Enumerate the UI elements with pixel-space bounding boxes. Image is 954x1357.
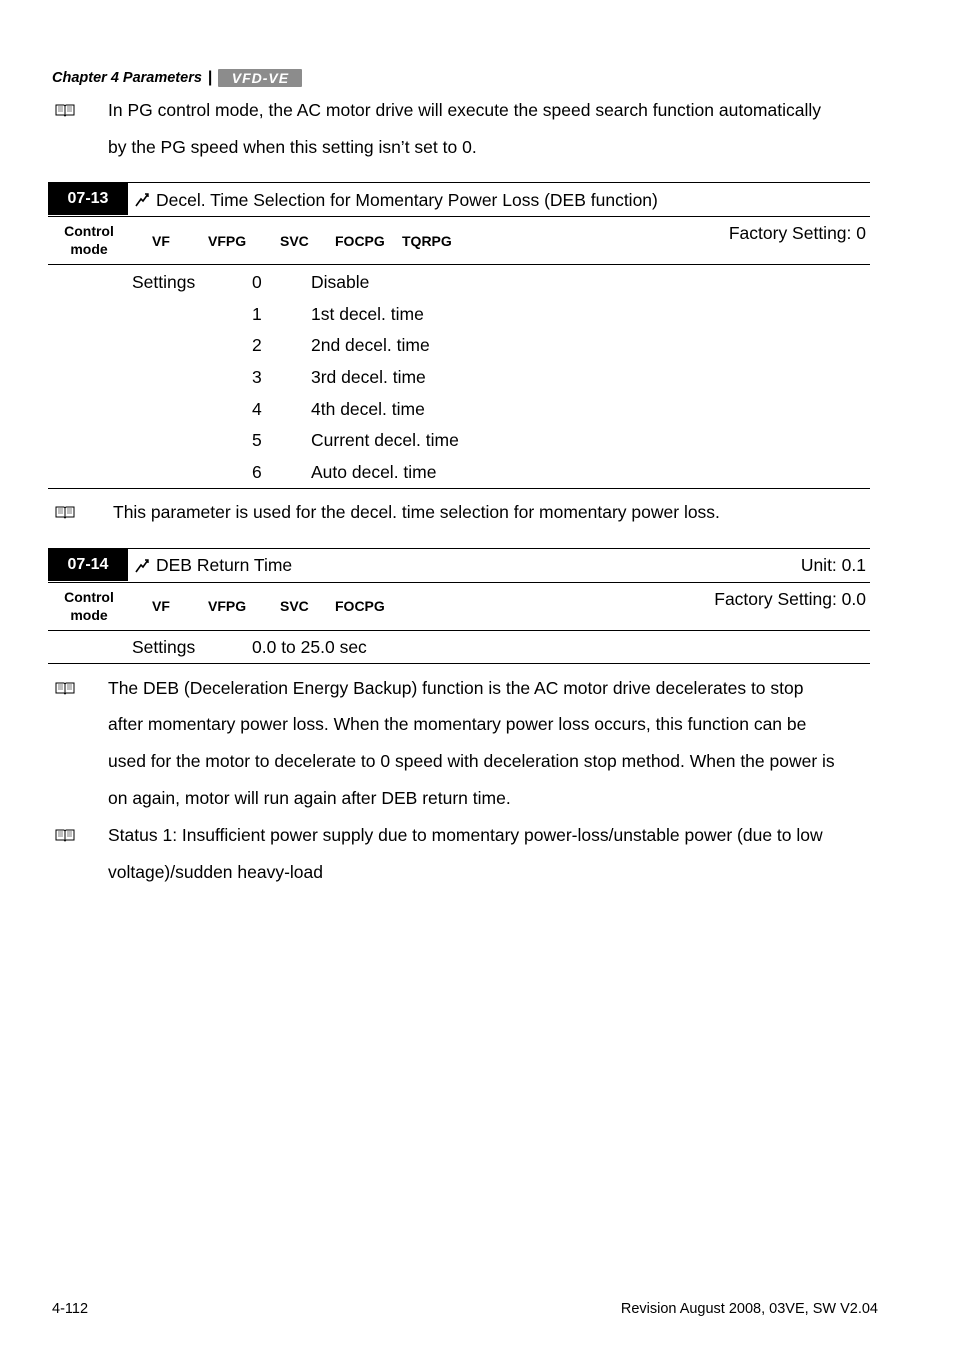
divider (48, 488, 870, 489)
book-icon (55, 828, 75, 842)
setting-value: 4 (252, 399, 262, 419)
vfd-ve-logo (218, 69, 302, 87)
setting-desc: 2nd decel. time (311, 335, 430, 355)
control-mode-label (54, 588, 124, 624)
control-mode-label (54, 222, 124, 258)
divider (48, 548, 870, 549)
lightning-icon (134, 558, 150, 574)
param-number-text: 07-14 (67, 556, 109, 573)
setting-desc: 4th decel. time (311, 399, 425, 419)
mode-vf: VF (152, 233, 170, 249)
param-unit-07-14: Unit: 0.1 (800, 555, 866, 575)
status-note-line-2: voltage)/sudden heavy-load (108, 862, 324, 882)
param-number-text: 07-13 (67, 190, 109, 207)
mode-focpg: FOCPG (335, 598, 385, 614)
param-title-07-14: DEB Return Time (156, 555, 293, 575)
setting-value: 3 (252, 367, 262, 387)
setting-value: 6 (252, 462, 262, 482)
logo-text: VFD-VE (231, 70, 290, 86)
settings-range: 0.0 to 25.0 sec (252, 637, 367, 657)
control-label-line-2: mode (70, 607, 108, 623)
mode-vfpg: VFPG (208, 598, 247, 614)
deb-note-line-1: The DEB (Deceleration Energy Backup) function is the AC motor drive decelerates to stop (108, 678, 804, 698)
param-number-07-14 (48, 549, 128, 581)
control-label-line-2: mode (70, 241, 108, 257)
divider (48, 182, 870, 183)
mode-focpg: FOCPG (335, 233, 385, 249)
book-icon (55, 103, 75, 117)
deb-note-line-4: on again, motor will run again after DEB return time. (108, 788, 511, 808)
control-label-line-1: Control (64, 589, 114, 605)
setting-desc: Disable (311, 272, 370, 292)
divider (48, 630, 870, 631)
settings-label: Settings (132, 272, 196, 292)
settings-label: Settings (132, 637, 196, 657)
param-note-07-13: This parameter is used for the decel. time selection for momentary power loss. (113, 502, 720, 522)
header-separator: | (207, 69, 213, 86)
mode-svc: SVC (280, 233, 309, 249)
divider (48, 582, 870, 583)
factory-setting-07-14: Factory Setting: 0.0 (714, 589, 866, 609)
param-title-07-13: Decel. Time Selection for Momentary Power Loss (DEB function) (156, 190, 658, 210)
setting-desc: 3rd decel. time (311, 367, 426, 387)
setting-value: 1 (252, 304, 262, 324)
param-number-07-13 (48, 183, 128, 215)
mode-tqrpg: TQRPG (402, 233, 452, 249)
intro-note-line-2: by the PG speed when this setting isn’t set to 0. (108, 137, 477, 157)
factory-setting-07-13: Factory Setting: 0 (728, 223, 866, 243)
book-icon (55, 505, 75, 519)
mode-svc: SVC (280, 598, 309, 614)
intro-note-line-1: In PG control mode, the AC motor drive will execute the speed search function automatically (108, 100, 821, 120)
divider (48, 216, 870, 217)
deb-note-line-3: used for the motor to decelerate to 0 speed with deceleration stop method. When the power is (108, 751, 835, 771)
chapter-title: Chapter 4 Parameters (52, 70, 202, 86)
status-note-line-1: Status 1: Insufficient power supply due to momentary power-loss/unstable power (due to low (108, 825, 823, 845)
lightning-icon (134, 192, 150, 208)
mode-vf: VF (152, 598, 170, 614)
deb-note-line-2: after momentary power loss. When the momentary power loss occurs, this function can be (108, 714, 807, 734)
setting-desc: 1st decel. time (311, 304, 424, 324)
setting-value: 0 (252, 272, 262, 292)
divider (48, 663, 870, 664)
revision-info: Revision August 2008, 03VE, SW V2.04 (620, 1301, 878, 1317)
setting-value: 5 (252, 430, 262, 450)
setting-desc: Current decel. time (311, 430, 459, 450)
page-number: 4-112 (52, 1301, 89, 1317)
control-label-line-1: Control (64, 223, 114, 239)
page-header (52, 68, 302, 88)
setting-desc: Auto decel. time (311, 462, 437, 482)
book-icon (55, 681, 75, 695)
setting-value: 2 (252, 335, 262, 355)
mode-vfpg: VFPG (208, 233, 247, 249)
divider (48, 264, 870, 265)
